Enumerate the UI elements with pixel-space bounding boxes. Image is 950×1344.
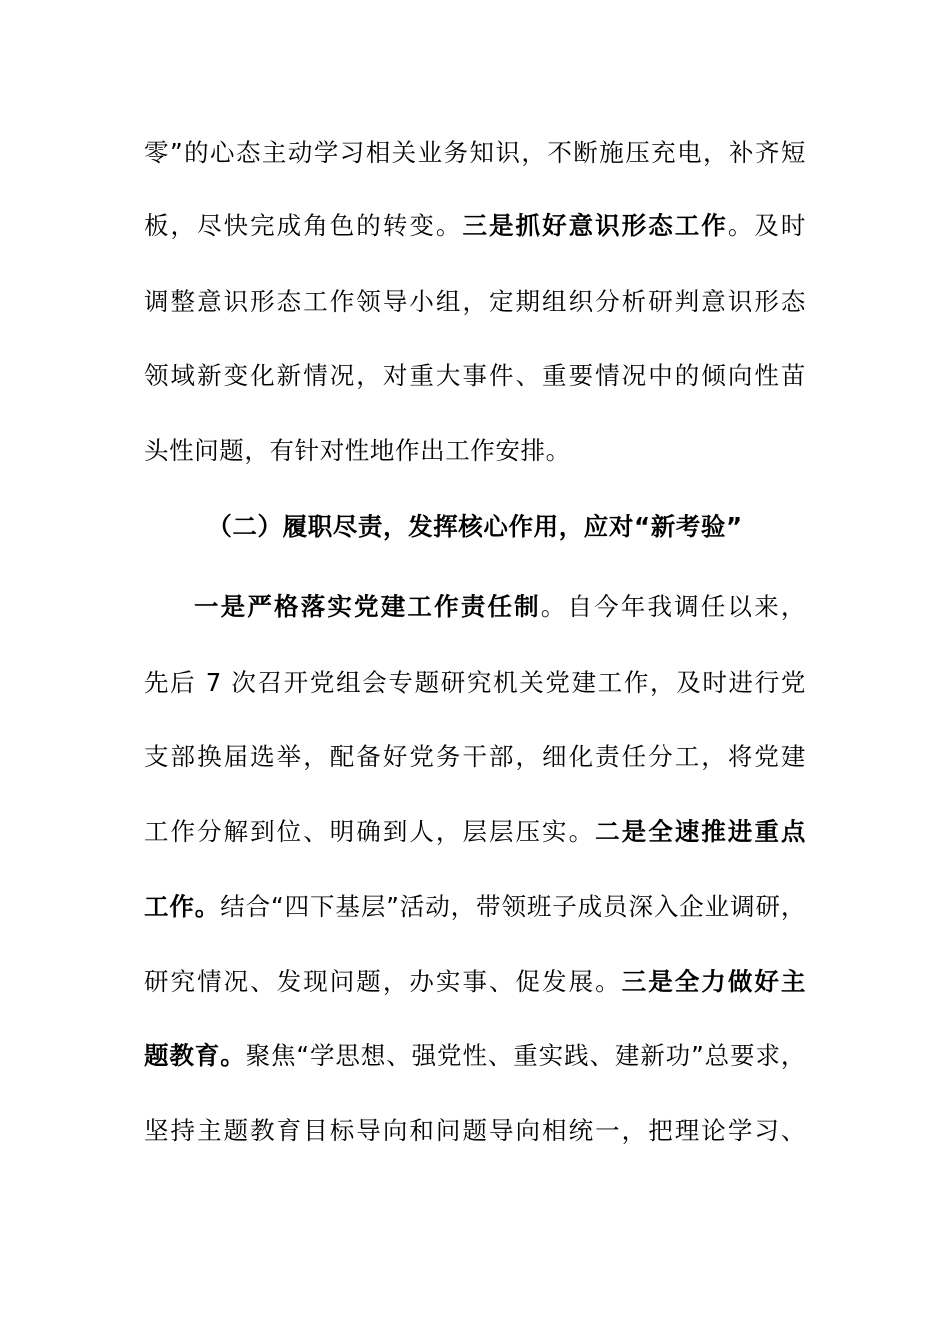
text-run: 工作分解到位、明确到人，层层压实。: [144, 817, 596, 846]
bold-heading-run: 题教育。: [144, 1041, 246, 1070]
paragraph-line: [144, 812, 806, 852]
bold-heading-run: 三是全力做好主: [621, 967, 806, 996]
bold-heading-run: 一是严格落实党建工作责任制: [194, 592, 541, 621]
text-run: 头性问题，有针对性地作出工作安排。: [144, 436, 571, 465]
paragraph-line: [194, 587, 806, 627]
section-heading-text: （二）履职尽责，发挥核心作用，应对“新考验”: [207, 512, 743, 541]
bold-heading-run: 三是抓好意识形态工作: [462, 211, 728, 240]
bold-heading-run: 工作。: [144, 892, 221, 921]
paragraph-line: [144, 431, 806, 471]
text-run: 结合“四下基层”活动，带领班子成员深入企业调研，: [220, 892, 806, 921]
text-run: 聚焦“学思想、强党性、重实践、建新功”总要求，: [245, 1041, 806, 1070]
text-run: 调整意识形态工作领导小组，定期组织分析研判意识形态: [144, 287, 806, 316]
paragraph-line: [144, 133, 806, 173]
text-run: 支部换届选举，配备好党务干部，细化责任分工，将党建: [144, 742, 806, 771]
paragraph-line: [144, 962, 806, 1002]
paragraph-line: [144, 1036, 806, 1076]
text-run: 坚持主题教育目标导向和问题导向相统一，把理论学习、: [144, 1116, 806, 1145]
text-run: 领域新变化新情况，对重大事件、重要情况中的倾向性苗: [144, 361, 806, 390]
paragraph-line: [144, 737, 806, 777]
text-run: 板，尽快完成角色的转变。: [144, 211, 463, 240]
paragraph-line: [144, 356, 806, 396]
paragraph-line: [144, 1111, 806, 1151]
paragraph-line: [144, 663, 806, 703]
text-run: 。及时: [727, 211, 807, 240]
paragraph-line: [144, 206, 806, 246]
bold-heading-run: 二是全速推进重点: [595, 817, 806, 846]
section-heading: [144, 507, 806, 547]
paragraph-line: [144, 282, 806, 322]
text-run: 零”的心态主动学习相关业务知识，不断施压充电，补齐短: [144, 138, 806, 167]
text-run: 。自今年我调任以来，: [540, 592, 806, 621]
text-run: 研究情况、发现问题，办实事、促发展。: [144, 967, 622, 996]
text-run: 先后 7 次召开党组会专题研究机关党建工作，及时进行党: [144, 668, 806, 697]
paragraph-line: [144, 887, 806, 927]
